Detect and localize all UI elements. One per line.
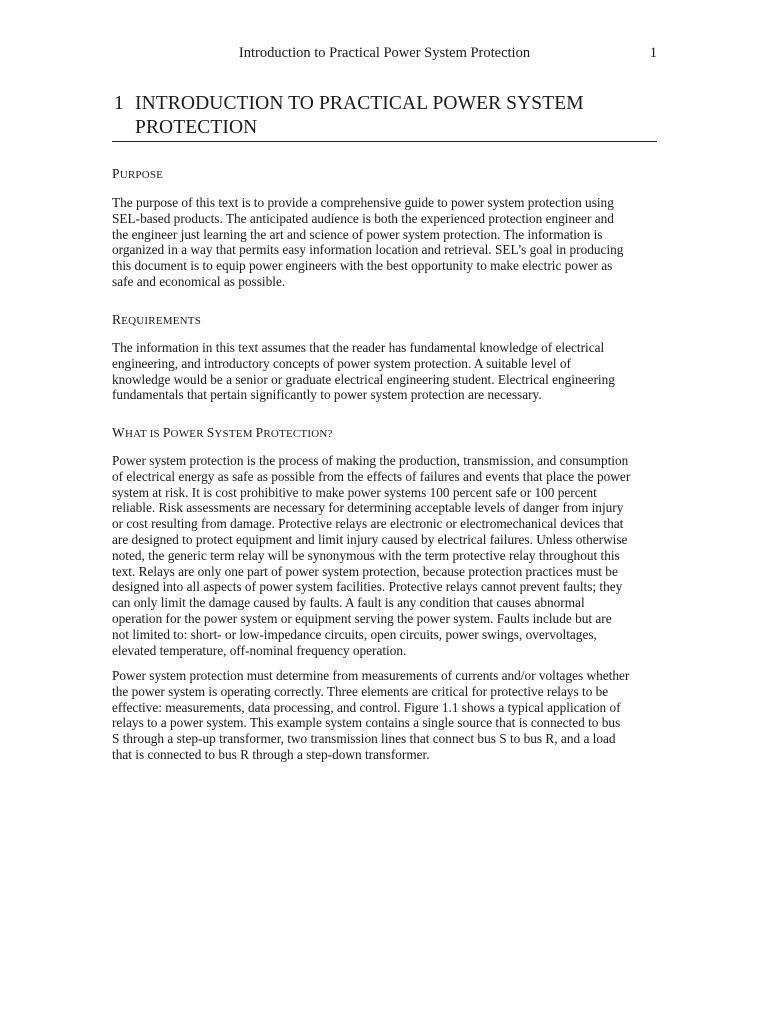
paragraph-line: are designed to protect equipment and limit injury caused by electrical failures. Unless otherwise [112, 531, 628, 547]
paragraph-line: system at risk. It is cost prohibitive to make power systems 100 percent safe or 100 percent [112, 484, 597, 500]
chapter-heading [112, 92, 657, 140]
paragraph-line: safe and economical as possible. [112, 273, 286, 289]
running-header-title: Introduction to Practical Power System Protection [238, 45, 531, 61]
paragraph-line: knowledge would be a senior or graduate electrical engineering student. Electrical engineering [112, 371, 615, 387]
section-heading-purpose [112, 166, 163, 182]
heading-rest: YSTEM [214, 428, 256, 440]
paragraph-line: relays to a power system. This example system contains a single source that is connected to bus [112, 715, 621, 731]
paragraph-line: the power system is operating correctly. Three elements are critical for protective relays to be [112, 683, 609, 699]
paragraph-line: noted, the generic term relay will be synonymous with the term protective relay throughout this [112, 547, 620, 563]
heading-rule [112, 141, 657, 142]
section-heading-requirements [112, 312, 201, 328]
paragraph-line: engineering, and introductory concepts of power system protection. A suitable level of [112, 355, 571, 371]
paragraph-what-is-1 [112, 453, 657, 658]
paragraph-line: Power system protection must determine from measurements of currents and/or voltages whether [112, 668, 630, 683]
paragraph-line: Power system protection is the process of making the production, transmission, and consumption [112, 453, 629, 468]
heading-initial: P [112, 166, 120, 181]
paragraph-line: The information in this text assumes that the reader has fundamental knowledge of electrical [112, 340, 605, 355]
paragraph-line: reliable. Risk assessments are necessary for determining acceptable levels of danger from injury [112, 500, 624, 516]
page-number: 1 [649, 45, 657, 61]
section-heading-what-is-power-system-protection [112, 425, 333, 441]
chapter-title-line-2: PROTECTION [135, 117, 258, 138]
heading-initial: R [112, 312, 122, 327]
paragraph-line: designed into all aspects of power system facilities. Protective relays cannot prevent faults; they [112, 579, 623, 595]
heading-rest: ROTECTION? [263, 428, 333, 440]
paragraph-line: the engineer just learning the art and science of power system protection. The information is [112, 226, 603, 242]
heading-rest: URPOSE [119, 169, 164, 181]
paragraph-line: this document is to equip power engineers with the best opportunity to make electric power as [112, 258, 613, 274]
paragraph-line: elevated temperature, off-nominal frequency operation. [112, 642, 407, 658]
paragraph-line: that is connected to bus R through a step-down transformer. [112, 746, 430, 762]
paragraph-line: organized in a way that permits easy information location and retrieval. SEL’s goal in producing [112, 242, 624, 258]
paragraph-line: of electrical energy as safe as possible from the effects of failures and events that place the power [112, 468, 631, 484]
paragraph-line: text. Relays are only one part of power system protection, because protection practices must be [112, 563, 618, 579]
heading-rest: EQUIREMENTS [121, 315, 202, 327]
heading-rest: HAT IS [124, 428, 163, 440]
running-header [112, 45, 657, 65]
paragraph-line: can only limit the damage caused by faults. A fault is any condition that causes abnormal [112, 595, 585, 611]
paragraph-line: operation for the power system or equipment serving the power system. Faults include but are [112, 610, 612, 626]
paragraph-line: S through a step-up transformer, two transmission lines that connect bus S to bus R, and a load [112, 731, 616, 747]
paragraph-line: or cost resulting from damage. Protective relays are electronic or electromechanical devices that [112, 516, 624, 532]
paragraph-line: effective: measurements, data processing, and control. Figure 1.1 shows a typical application of [112, 699, 621, 715]
heading-rest: OWER [170, 428, 207, 440]
paragraph-line: fundamentals that pertain significantly to power system protection are necessary. [112, 387, 542, 403]
paragraph-line: SEL-based products. The anticipated audience is both the experienced protection engineer and [112, 210, 614, 226]
chapter-number: 1 [114, 93, 124, 114]
heading-initial: W [112, 425, 125, 440]
heading-initial: P [162, 425, 171, 440]
heading-initial: S [206, 425, 215, 440]
chapter-title-line-1: INTRODUCTION TO PRACTICAL POWER SYSTEM [135, 93, 584, 114]
paragraph-purpose [112, 195, 657, 290]
heading-initial: P [255, 425, 264, 440]
paragraph-line: not limited to: short- or low-impedance circuits, open circuits, power swings, overvoltages, [112, 626, 597, 642]
paragraph-what-is-2 [112, 668, 657, 763]
paragraph-line: The purpose of this text is to provide a comprehensive guide to power system protection using [112, 195, 614, 210]
paragraph-requirements [112, 340, 657, 403]
